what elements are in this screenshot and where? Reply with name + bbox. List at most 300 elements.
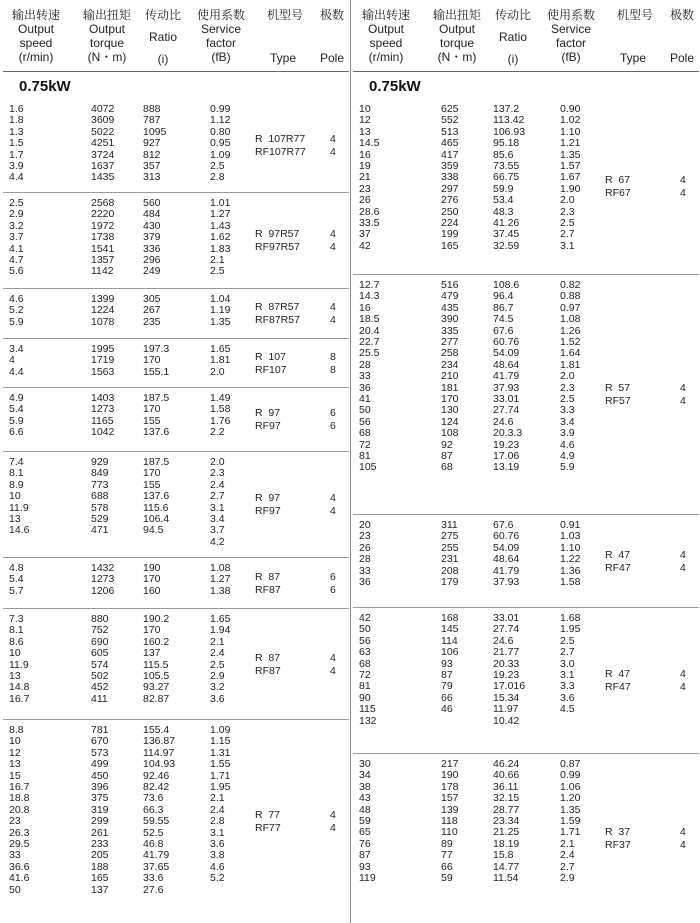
ratio-cell: 187.5 bbox=[143, 392, 170, 404]
table-row bbox=[353, 530, 699, 542]
type-label: RF47 bbox=[605, 681, 631, 693]
speed-cell: 56 bbox=[359, 634, 371, 647]
service-factor-cell: 1.31 bbox=[210, 746, 231, 759]
header-sf-cn: 使用系数 bbox=[546, 8, 595, 22]
service-factor-cell: 2.1 bbox=[210, 792, 225, 805]
service-factor-cell: 2.1 bbox=[210, 254, 225, 266]
speed-cell: 23 bbox=[359, 530, 371, 543]
service-factor-cell: 4.9 bbox=[560, 450, 575, 462]
speed-cell: 25.5 bbox=[359, 347, 380, 360]
table-row bbox=[353, 804, 699, 816]
service-factor-cell: 1.27 bbox=[210, 573, 231, 586]
header-divider bbox=[353, 71, 699, 72]
torque-cell: 1403 bbox=[91, 392, 115, 404]
table-row bbox=[3, 758, 349, 770]
torque-cell: 170 bbox=[441, 393, 459, 405]
speed-cell: 13 bbox=[9, 513, 21, 525]
torque-cell: 1435 bbox=[91, 171, 115, 184]
table-row bbox=[3, 467, 349, 479]
table-row bbox=[3, 562, 349, 574]
torque-cell: 1738 bbox=[91, 231, 115, 244]
ratio-cell: 190.2 bbox=[143, 613, 170, 625]
service-factor-cell: 2.0 bbox=[210, 456, 225, 468]
type-cell bbox=[255, 571, 281, 597]
ratio-cell: 46.24 bbox=[493, 758, 520, 770]
speed-cell: 1.3 bbox=[9, 125, 24, 138]
speed-cell: 63 bbox=[359, 646, 371, 659]
torque-cell: 210 bbox=[441, 370, 459, 383]
ratio-cell: 155 bbox=[143, 414, 161, 427]
service-factor-cell: 1.49 bbox=[210, 392, 231, 404]
table-row bbox=[353, 439, 699, 451]
pole-label: 4 bbox=[330, 241, 336, 253]
table-row bbox=[353, 240, 699, 252]
header-type bbox=[261, 8, 309, 22]
table-row bbox=[3, 804, 349, 816]
ratio-cell: 170 bbox=[143, 403, 161, 416]
table-row bbox=[353, 290, 699, 302]
torque-cell: 165 bbox=[91, 872, 109, 885]
speed-cell: 20.4 bbox=[359, 324, 380, 337]
table-row bbox=[353, 715, 699, 727]
speed-cell: 59 bbox=[359, 815, 371, 827]
speed-cell: 119 bbox=[359, 872, 376, 884]
torque-cell: 89 bbox=[441, 837, 453, 850]
speed-cell: 43 bbox=[359, 792, 371, 805]
torque-cell: 297 bbox=[441, 182, 459, 195]
torque-cell: 1637 bbox=[91, 160, 115, 172]
header-pole-en: Pole bbox=[670, 51, 695, 65]
ratio-cell: 155 bbox=[143, 478, 161, 491]
service-factor-cell: 1.26 bbox=[560, 324, 581, 337]
torque-cell: 605 bbox=[91, 647, 109, 660]
speed-cell: 4.4 bbox=[9, 171, 24, 184]
speed-cell: 42 bbox=[359, 239, 371, 252]
ratio-cell: 106.93 bbox=[493, 125, 526, 138]
table-row bbox=[353, 646, 699, 658]
ratio-cell: 23.34 bbox=[493, 815, 520, 827]
table-row bbox=[353, 416, 699, 428]
ratio-cell: 52.5 bbox=[143, 826, 164, 839]
ratio-cell: 430 bbox=[143, 219, 161, 232]
service-factor-cell: 4.6 bbox=[210, 860, 225, 873]
torque-cell: 92 bbox=[441, 438, 453, 451]
speed-cell: 8.9 bbox=[9, 478, 24, 491]
ratio-cell: 812 bbox=[143, 148, 161, 161]
service-factor-cell: 1.90 bbox=[560, 182, 581, 195]
header-sf-en1: Service bbox=[200, 22, 241, 36]
torque-cell: 417 bbox=[441, 148, 459, 161]
pole-label: 4 bbox=[330, 808, 336, 821]
speed-cell: 72 bbox=[359, 438, 371, 451]
speed-cell: 41 bbox=[359, 393, 371, 405]
torque-cell: 1399 bbox=[91, 293, 115, 305]
service-factor-cell: 2.9 bbox=[560, 872, 575, 884]
type-cell bbox=[605, 549, 631, 575]
pole-cell bbox=[330, 407, 336, 433]
ratio-cell: 37.45 bbox=[493, 228, 520, 241]
service-factor-cell: 2.9 bbox=[210, 670, 225, 682]
torque-cell: 255 bbox=[441, 541, 459, 554]
type-label: R 87R57 bbox=[255, 301, 300, 313]
table-row bbox=[3, 513, 349, 525]
ratio-cell: 137.2 bbox=[493, 103, 520, 115]
ratio-cell: 15.8 bbox=[493, 849, 514, 862]
header-ratio-cn: 传动比 bbox=[144, 8, 181, 22]
speed-cell: 23 bbox=[359, 182, 371, 195]
service-factor-cell: 1.09 bbox=[210, 724, 231, 736]
type-label: RF97R57 bbox=[255, 241, 300, 253]
table-row bbox=[3, 502, 349, 514]
speed-cell: 34 bbox=[359, 769, 371, 782]
type-label: RF87R57 bbox=[255, 314, 300, 326]
torque-cell: 168 bbox=[441, 612, 459, 624]
speed-cell: 10 bbox=[359, 103, 371, 115]
type-cell bbox=[255, 652, 281, 678]
header-sf-en2: factor bbox=[555, 36, 586, 50]
table-row bbox=[353, 325, 699, 337]
table-row bbox=[353, 849, 699, 861]
torque-cell: 1563 bbox=[91, 365, 115, 378]
speed-cell: 28.6 bbox=[359, 205, 380, 218]
pole-label: 6 bbox=[330, 420, 336, 432]
torque-cell: 1273 bbox=[91, 403, 115, 416]
header-type-en: Type bbox=[270, 51, 297, 65]
ratio-cell: 106.4 bbox=[143, 513, 170, 525]
pole-label: 4 bbox=[330, 664, 336, 677]
ratio-cell: 54.09 bbox=[493, 541, 520, 554]
torque-cell: 3724 bbox=[91, 148, 115, 161]
speed-cell: 81 bbox=[359, 680, 371, 693]
ratio-cell: 155.4 bbox=[143, 724, 170, 736]
header-type-cn: 机型号 bbox=[266, 8, 303, 22]
service-factor-cell: 5.9 bbox=[560, 461, 575, 474]
speed-cell: 115 bbox=[359, 703, 376, 716]
table-row bbox=[3, 872, 349, 884]
header-divider bbox=[3, 71, 349, 72]
service-factor-cell: 1.09 bbox=[210, 148, 231, 161]
speed-cell: 50 bbox=[359, 623, 371, 636]
table-row bbox=[3, 415, 349, 427]
service-factor-cell: 1.06 bbox=[560, 780, 581, 793]
ratio-cell: 66.75 bbox=[493, 171, 520, 184]
table-row bbox=[353, 217, 699, 229]
pole-cell bbox=[330, 133, 336, 159]
service-factor-cell: 2.5 bbox=[560, 217, 575, 229]
ratio-cell: 73.55 bbox=[493, 160, 520, 172]
type-cell bbox=[255, 351, 287, 377]
speed-cell: 2.9 bbox=[9, 208, 24, 221]
pole-cell bbox=[330, 652, 336, 678]
header-speed bbox=[355, 8, 417, 64]
speed-cell: 13 bbox=[9, 670, 21, 682]
speed-cell: 1.5 bbox=[9, 137, 24, 150]
torque-cell: 66 bbox=[441, 860, 453, 873]
torque-cell: 2568 bbox=[91, 197, 115, 209]
speed-cell: 10 bbox=[9, 735, 21, 748]
ratio-cell: 53.4 bbox=[493, 194, 514, 207]
pole-cell bbox=[680, 826, 686, 852]
ratio-cell: 41.26 bbox=[493, 217, 520, 229]
torque-cell: 335 bbox=[441, 324, 459, 337]
table-row bbox=[3, 479, 349, 491]
service-factor-cell: 2.2 bbox=[210, 426, 225, 439]
torque-cell: 208 bbox=[441, 564, 459, 577]
pole-label: 4 bbox=[330, 821, 336, 834]
speed-cell: 8.8 bbox=[9, 724, 24, 736]
torque-cell: 1432 bbox=[91, 562, 115, 574]
torque-cell: 258 bbox=[441, 347, 459, 360]
speed-cell: 7.3 bbox=[9, 613, 24, 625]
speed-cell: 16.7 bbox=[9, 781, 30, 793]
speed-cell: 3.4 bbox=[9, 343, 24, 355]
ratio-cell: 60.76 bbox=[493, 530, 520, 543]
pole-label: 4 bbox=[680, 825, 686, 838]
motor-group bbox=[3, 99, 349, 193]
service-factor-cell: 1.64 bbox=[560, 347, 581, 360]
ratio-cell: 108.6 bbox=[493, 279, 520, 291]
torque-cell: 690 bbox=[91, 635, 109, 648]
ratio-cell: 40.66 bbox=[493, 769, 520, 782]
table-row bbox=[353, 542, 699, 554]
pole-cell bbox=[330, 571, 336, 597]
service-factor-cell: 0.90 bbox=[560, 103, 581, 115]
service-factor-cell: 3.1 bbox=[210, 826, 225, 839]
service-factor-cell: 2.5 bbox=[210, 265, 225, 278]
torque-cell: 1972 bbox=[91, 219, 115, 232]
header-speed-cn: 输出转速 bbox=[11, 8, 60, 22]
ratio-cell: 67.6 bbox=[493, 519, 514, 531]
ratio-cell: 927 bbox=[143, 137, 161, 150]
ratio-cell: 33.01 bbox=[493, 612, 520, 624]
motor-group bbox=[3, 193, 349, 289]
speed-cell: 4 bbox=[9, 354, 15, 367]
ratio-cell: 60.76 bbox=[493, 336, 520, 348]
table-row bbox=[3, 254, 349, 266]
service-factor-cell: 1.38 bbox=[210, 584, 231, 597]
torque-cell: 87 bbox=[441, 450, 453, 462]
torque-cell: 4251 bbox=[91, 137, 115, 150]
header-torque-cn: 输出扭矩 bbox=[432, 8, 481, 22]
type-label: RF67 bbox=[605, 187, 631, 199]
type-label: RF57 bbox=[605, 395, 631, 407]
header-torque-unit: (N・m) bbox=[87, 50, 127, 64]
table-row bbox=[3, 781, 349, 793]
ratio-cell: 37.65 bbox=[143, 860, 170, 873]
ratio-cell: 1095 bbox=[143, 125, 167, 138]
speed-cell: 21 bbox=[359, 171, 371, 184]
pole-label: 8 bbox=[330, 363, 336, 376]
speed-cell: 33 bbox=[359, 370, 371, 383]
pole-label: 4 bbox=[330, 505, 336, 517]
ratio-cell: 19.23 bbox=[493, 438, 520, 451]
power-rating: 0.75kW bbox=[369, 78, 421, 95]
service-factor-cell: 2.7 bbox=[560, 228, 575, 241]
service-factor-cell: 2.7 bbox=[210, 490, 225, 503]
speed-cell: 33.5 bbox=[359, 217, 380, 229]
service-factor-cell: 3.1 bbox=[560, 669, 575, 681]
header-speed-unit: (r/min) bbox=[368, 50, 404, 64]
table-row bbox=[353, 576, 699, 588]
ratio-cell: 197.3 bbox=[143, 343, 170, 355]
torque-cell: 181 bbox=[441, 381, 459, 394]
ratio-cell: 82.42 bbox=[143, 781, 170, 793]
table-row bbox=[3, 735, 349, 747]
table-row bbox=[353, 826, 699, 838]
table-row bbox=[3, 265, 349, 277]
service-factor-cell: 2.3 bbox=[210, 467, 225, 480]
speed-cell: 5.9 bbox=[9, 315, 24, 328]
table-row bbox=[353, 703, 699, 715]
type-cell bbox=[255, 809, 281, 835]
ratio-cell: 137.6 bbox=[143, 490, 170, 503]
ratio-cell: 33.01 bbox=[493, 393, 520, 405]
type-cell bbox=[605, 668, 631, 694]
header-ratio bbox=[487, 8, 539, 66]
service-factor-cell: 2.1 bbox=[210, 635, 225, 648]
service-factor-cell: 2.7 bbox=[560, 860, 575, 873]
ratio-cell: 92.46 bbox=[143, 769, 170, 782]
speed-cell: 23 bbox=[9, 815, 21, 828]
service-factor-cell: 1.12 bbox=[210, 114, 231, 127]
torque-cell: 59 bbox=[441, 872, 453, 884]
table-row bbox=[353, 382, 699, 394]
table-row bbox=[353, 872, 699, 884]
ratio-cell: 74.5 bbox=[493, 313, 514, 326]
torque-cell: 234 bbox=[441, 358, 459, 371]
type-label: R 87 bbox=[255, 651, 281, 664]
speed-cell: 3.2 bbox=[9, 219, 24, 232]
service-factor-cell: 1.22 bbox=[560, 553, 581, 566]
pole-label: 8 bbox=[330, 350, 336, 363]
table-row bbox=[3, 490, 349, 502]
torque-cell: 435 bbox=[441, 301, 459, 314]
table-row bbox=[353, 450, 699, 462]
table-row bbox=[353, 313, 699, 325]
motor-group bbox=[353, 754, 699, 923]
table-row bbox=[353, 861, 699, 873]
header-speed-en2: speed bbox=[369, 36, 403, 50]
service-factor-cell: 3.4 bbox=[210, 513, 225, 525]
torque-cell: 1142 bbox=[91, 265, 114, 278]
table-row bbox=[3, 343, 349, 355]
torque-cell: 880 bbox=[91, 613, 109, 625]
torque-cell: 574 bbox=[91, 658, 109, 671]
speed-cell: 1.7 bbox=[9, 148, 24, 161]
service-factor-cell: 1.20 bbox=[560, 792, 581, 805]
table-row bbox=[3, 681, 349, 693]
column-divider bbox=[350, 0, 351, 923]
torque-cell: 752 bbox=[91, 624, 109, 637]
speed-cell: 26 bbox=[359, 194, 371, 207]
header-speed-cn: 输出转速 bbox=[361, 8, 410, 22]
type-label: R 97R57 bbox=[255, 228, 300, 240]
torque-cell: 79 bbox=[441, 680, 453, 693]
torque-cell: 1206 bbox=[91, 584, 115, 597]
speed-cell: 72 bbox=[359, 669, 371, 681]
torque-cell: 68 bbox=[441, 461, 453, 474]
torque-cell: 1719 bbox=[91, 354, 115, 367]
torque-cell: 93 bbox=[441, 657, 453, 670]
ratio-cell: 296 bbox=[143, 254, 161, 266]
ratio-cell: 93.27 bbox=[143, 681, 170, 694]
torque-cell: 139 bbox=[441, 803, 459, 816]
header-speed-en2: speed bbox=[19, 36, 53, 50]
service-factor-cell: 1.27 bbox=[210, 208, 231, 221]
service-factor-cell: 1.62 bbox=[210, 231, 231, 244]
table-row bbox=[3, 861, 349, 873]
header-service-factor bbox=[189, 8, 253, 64]
speed-cell: 11.9 bbox=[9, 501, 29, 514]
service-factor-cell: 1.81 bbox=[210, 354, 231, 367]
speed-cell: 56 bbox=[359, 415, 371, 428]
torque-cell: 178 bbox=[441, 780, 459, 793]
ratio-cell: 21.25 bbox=[493, 826, 520, 839]
type-cell bbox=[255, 492, 281, 518]
ratio-cell: 190 bbox=[143, 562, 161, 574]
service-factor-cell: 0.82 bbox=[560, 279, 581, 291]
type-label: R 57 bbox=[605, 382, 631, 394]
ratio-cell: 24.6 bbox=[493, 634, 514, 647]
torque-cell: 625 bbox=[441, 103, 459, 115]
table-header bbox=[353, 0, 699, 72]
ratio-cell: 249 bbox=[143, 265, 161, 278]
ratio-cell: 357 bbox=[143, 160, 161, 172]
type-label: R 67 bbox=[605, 174, 631, 186]
torque-cell: 390 bbox=[441, 313, 459, 326]
service-factor-cell: 1.65 bbox=[210, 343, 231, 355]
speed-cell: 20 bbox=[359, 519, 371, 531]
service-factor-cell: 3.2 bbox=[210, 681, 225, 694]
service-factor-cell: 1.94 bbox=[210, 624, 231, 637]
ratio-cell: 113.42 bbox=[493, 114, 525, 127]
table-row bbox=[353, 370, 699, 382]
speed-cell: 42 bbox=[359, 612, 371, 624]
speed-cell: 4.9 bbox=[9, 392, 24, 404]
pole-label: 4 bbox=[680, 395, 686, 407]
motor-group bbox=[3, 452, 349, 558]
table-row bbox=[353, 427, 699, 439]
torque-cell: 118 bbox=[441, 815, 458, 827]
ratio-cell: 54.09 bbox=[493, 347, 520, 360]
torque-cell: 1273 bbox=[91, 573, 115, 586]
table-row bbox=[3, 171, 349, 183]
torque-cell: 573 bbox=[91, 746, 109, 759]
table-row bbox=[353, 553, 699, 565]
torque-cell: 106 bbox=[441, 646, 459, 659]
pole-cell bbox=[330, 492, 336, 518]
service-factor-cell: 3.4 bbox=[560, 415, 575, 428]
pole-label: 4 bbox=[330, 228, 336, 240]
type-label: RF47 bbox=[605, 561, 631, 574]
service-factor-cell: 4.5 bbox=[560, 703, 575, 716]
service-factor-cell: 2.1 bbox=[560, 837, 575, 850]
table-row bbox=[3, 354, 349, 366]
table-row bbox=[3, 815, 349, 827]
service-factor-cell: 0.97 bbox=[560, 301, 581, 314]
service-factor-cell: 0.80 bbox=[210, 125, 231, 138]
service-factor-cell: 2.0 bbox=[560, 194, 575, 207]
table-row bbox=[353, 612, 699, 624]
service-factor-cell: 0.88 bbox=[560, 290, 581, 303]
speed-cell: 76 bbox=[359, 837, 371, 850]
pole-label: 4 bbox=[330, 301, 336, 313]
pole-cell bbox=[330, 228, 336, 254]
header-ratio-en: Ratio bbox=[498, 30, 527, 44]
table-row bbox=[3, 827, 349, 839]
speed-cell: 30 bbox=[359, 758, 371, 770]
type-cell bbox=[255, 228, 300, 254]
